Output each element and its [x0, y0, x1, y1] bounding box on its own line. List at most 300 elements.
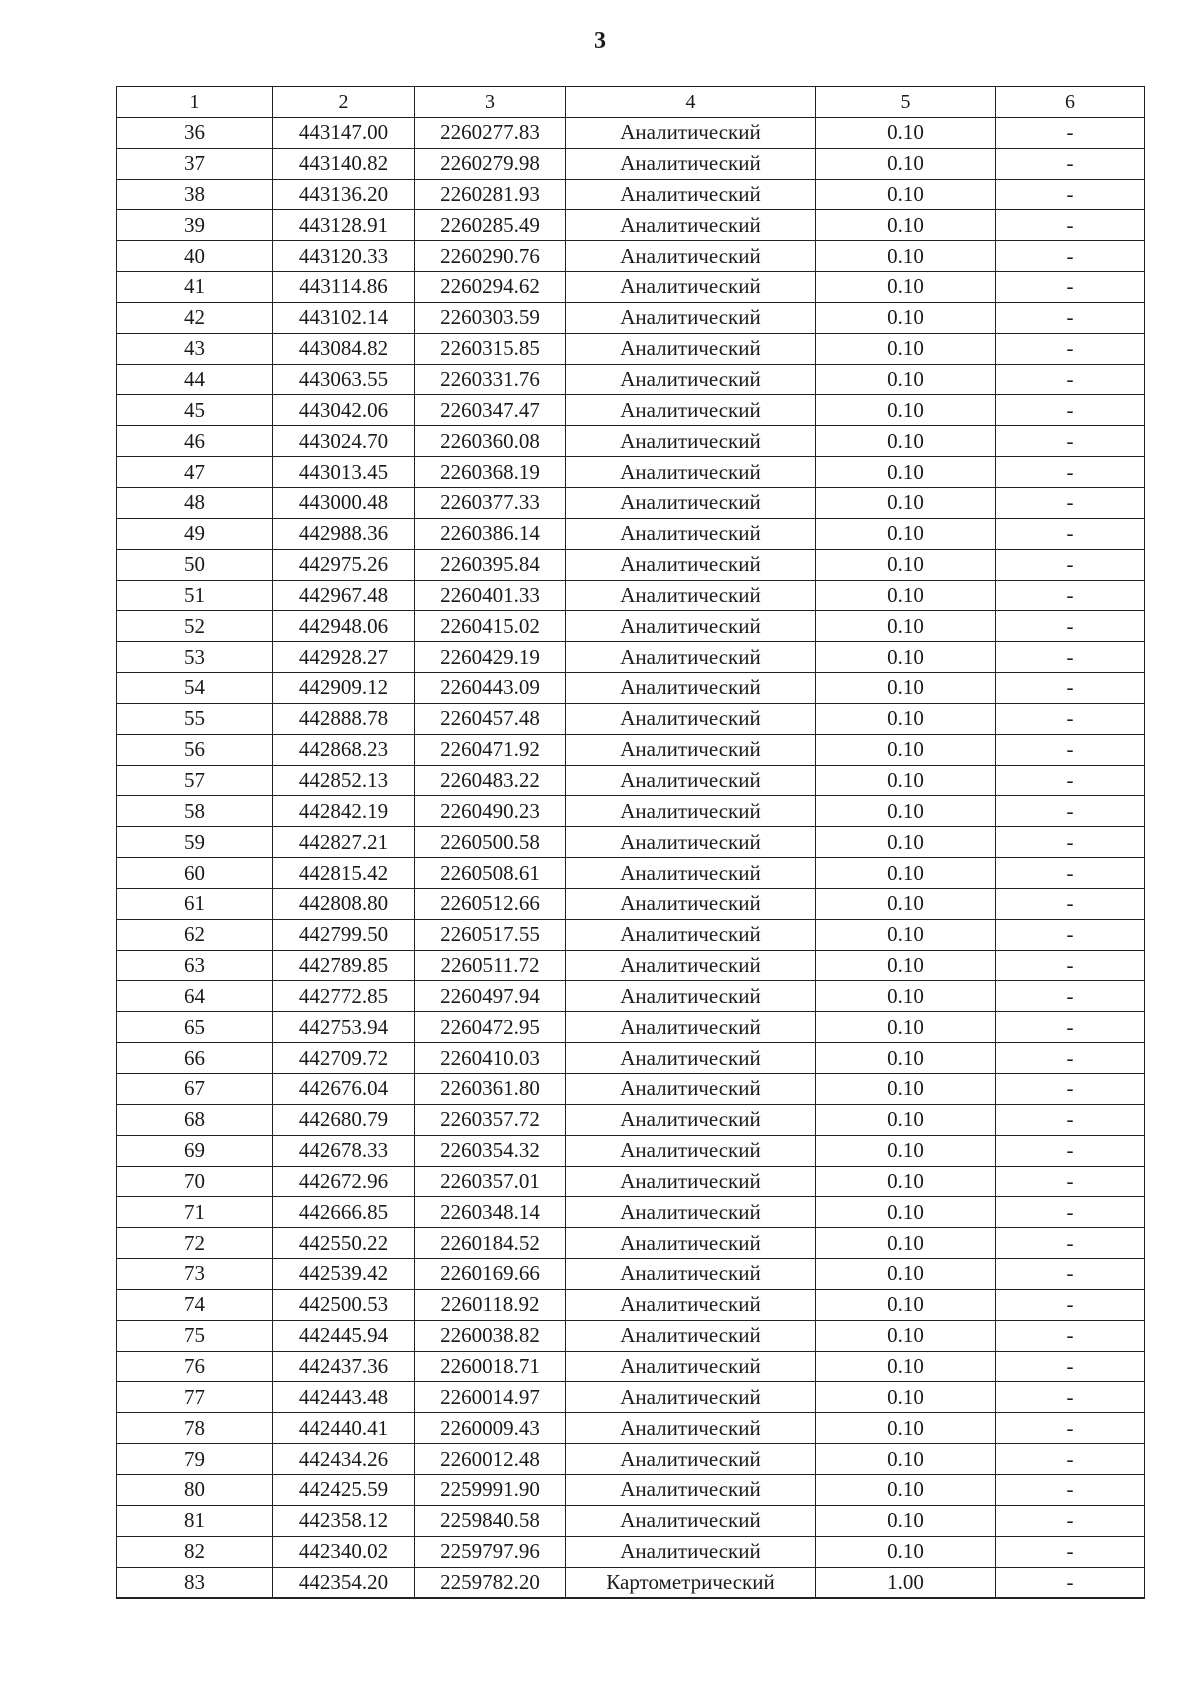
method-cell: Аналитический	[566, 796, 816, 827]
method-cell: Аналитический	[566, 1012, 816, 1043]
note-cell: -	[996, 364, 1145, 395]
point-number-cell: 48	[117, 487, 273, 518]
table-row	[117, 210, 1145, 241]
accuracy-cell: 0.10	[816, 426, 996, 457]
y-coordinate-cell: 2260012.48	[415, 1444, 566, 1475]
point-number-cell: 72	[117, 1228, 273, 1259]
y-coordinate-cell: 2260347.47	[415, 395, 566, 426]
note-cell: -	[996, 518, 1145, 549]
accuracy-cell: 0.10	[816, 1413, 996, 1444]
method-cell: Аналитический	[566, 1043, 816, 1074]
y-coordinate-cell: 2260290.76	[415, 241, 566, 272]
point-number-cell: 75	[117, 1320, 273, 1351]
table-row	[117, 796, 1145, 827]
table-row	[117, 919, 1145, 950]
y-coordinate-cell: 2259782.20	[415, 1567, 566, 1598]
point-number-cell: 54	[117, 673, 273, 704]
y-coordinate-cell: 2260517.55	[415, 919, 566, 950]
note-cell: -	[996, 487, 1145, 518]
y-coordinate-cell: 2260457.48	[415, 703, 566, 734]
y-coordinate-cell: 2260368.19	[415, 457, 566, 488]
accuracy-cell: 0.10	[816, 580, 996, 611]
x-coordinate-cell: 442988.36	[273, 518, 415, 549]
method-cell: Аналитический	[566, 1413, 816, 1444]
note-cell: -	[996, 1012, 1145, 1043]
table-row	[117, 1413, 1145, 1444]
accuracy-cell: 0.10	[816, 1382, 996, 1413]
x-coordinate-cell: 442676.04	[273, 1074, 415, 1105]
point-number-cell: 53	[117, 642, 273, 673]
method-cell: Аналитический	[566, 426, 816, 457]
y-coordinate-cell: 2260357.01	[415, 1166, 566, 1197]
table-row	[117, 580, 1145, 611]
method-cell: Аналитический	[566, 888, 816, 919]
table-row	[117, 1259, 1145, 1290]
accuracy-cell: 0.10	[816, 919, 996, 950]
note-cell: -	[996, 1228, 1145, 1259]
y-coordinate-cell: 2260184.52	[415, 1228, 566, 1259]
point-number-cell: 73	[117, 1259, 273, 1290]
x-coordinate-cell: 442445.94	[273, 1320, 415, 1351]
accuracy-cell: 0.10	[816, 148, 996, 179]
accuracy-cell: 0.10	[816, 1228, 996, 1259]
y-coordinate-cell: 2260483.22	[415, 765, 566, 796]
x-coordinate-cell: 442827.21	[273, 827, 415, 858]
table-row	[117, 827, 1145, 858]
x-coordinate-cell: 443000.48	[273, 487, 415, 518]
table-row	[117, 1043, 1145, 1074]
method-cell: Аналитический	[566, 1536, 816, 1567]
table-row	[117, 642, 1145, 673]
method-cell: Аналитический	[566, 1382, 816, 1413]
accuracy-cell: 0.10	[816, 1320, 996, 1351]
accuracy-cell: 0.10	[816, 333, 996, 364]
note-cell: -	[996, 179, 1145, 210]
method-cell: Аналитический	[566, 1444, 816, 1475]
accuracy-cell: 0.10	[816, 1536, 996, 1567]
note-cell: -	[996, 734, 1145, 765]
table-row	[117, 611, 1145, 642]
x-coordinate-cell: 442909.12	[273, 673, 415, 704]
note-cell: -	[996, 1289, 1145, 1320]
note-cell: -	[996, 642, 1145, 673]
x-coordinate-cell: 443136.20	[273, 179, 415, 210]
x-coordinate-cell: 442539.42	[273, 1259, 415, 1290]
table-row	[117, 302, 1145, 333]
accuracy-cell: 0.10	[816, 1474, 996, 1505]
method-cell: Аналитический	[566, 549, 816, 580]
x-coordinate-cell: 442772.85	[273, 981, 415, 1012]
accuracy-cell: 0.10	[816, 1444, 996, 1475]
method-cell: Аналитический	[566, 827, 816, 858]
y-coordinate-cell: 2260497.94	[415, 981, 566, 1012]
note-cell: -	[996, 1320, 1145, 1351]
accuracy-cell: 0.10	[816, 827, 996, 858]
x-coordinate-cell: 443024.70	[273, 426, 415, 457]
method-cell: Аналитический	[566, 241, 816, 272]
note-cell: -	[996, 1567, 1145, 1598]
accuracy-cell: 0.10	[816, 518, 996, 549]
y-coordinate-cell: 2260472.95	[415, 1012, 566, 1043]
note-cell: -	[996, 395, 1145, 426]
method-cell: Аналитический	[566, 148, 816, 179]
point-number-cell: 40	[117, 241, 273, 272]
point-number-cell: 56	[117, 734, 273, 765]
accuracy-cell: 0.10	[816, 1351, 996, 1382]
method-cell: Аналитический	[566, 1197, 816, 1228]
method-cell: Аналитический	[566, 1320, 816, 1351]
x-coordinate-cell: 442672.96	[273, 1166, 415, 1197]
method-cell: Аналитический	[566, 210, 816, 241]
x-coordinate-cell: 442789.85	[273, 950, 415, 981]
table-row	[117, 487, 1145, 518]
x-coordinate-cell: 442340.02	[273, 1536, 415, 1567]
note-cell: -	[996, 1505, 1145, 1536]
note-cell: -	[996, 1104, 1145, 1135]
accuracy-cell: 0.10	[816, 642, 996, 673]
y-coordinate-cell: 2260294.62	[415, 272, 566, 303]
table-row	[117, 1228, 1145, 1259]
x-coordinate-cell: 442440.41	[273, 1413, 415, 1444]
y-coordinate-cell: 2259797.96	[415, 1536, 566, 1567]
table-row	[117, 1104, 1145, 1135]
accuracy-cell: 0.10	[816, 703, 996, 734]
point-number-cell: 69	[117, 1135, 273, 1166]
accuracy-cell: 0.10	[816, 1104, 996, 1135]
page-number: 3	[594, 28, 606, 54]
x-coordinate-cell: 443140.82	[273, 148, 415, 179]
x-coordinate-cell: 442975.26	[273, 549, 415, 580]
y-coordinate-cell: 2260508.61	[415, 858, 566, 889]
note-cell: -	[996, 1474, 1145, 1505]
x-coordinate-cell: 442888.78	[273, 703, 415, 734]
table-row	[117, 395, 1145, 426]
coordinates-table	[116, 86, 1145, 1599]
x-coordinate-cell: 442928.27	[273, 642, 415, 673]
accuracy-cell: 0.10	[816, 950, 996, 981]
y-coordinate-cell: 2260303.59	[415, 302, 566, 333]
note-cell: -	[996, 426, 1145, 457]
point-number-cell: 41	[117, 272, 273, 303]
x-coordinate-cell: 443120.33	[273, 241, 415, 272]
method-cell: Аналитический	[566, 919, 816, 950]
note-cell: -	[996, 1135, 1145, 1166]
y-coordinate-cell: 2259991.90	[415, 1474, 566, 1505]
point-number-cell: 68	[117, 1104, 273, 1135]
accuracy-cell: 0.10	[816, 272, 996, 303]
y-coordinate-cell: 2260410.03	[415, 1043, 566, 1074]
table-row	[117, 457, 1145, 488]
point-number-cell: 79	[117, 1444, 273, 1475]
x-coordinate-cell: 442709.72	[273, 1043, 415, 1074]
note-cell: -	[996, 117, 1145, 148]
table-row	[117, 1012, 1145, 1043]
x-coordinate-cell: 442500.53	[273, 1289, 415, 1320]
note-cell: -	[996, 210, 1145, 241]
table-row	[117, 241, 1145, 272]
point-number-cell: 62	[117, 919, 273, 950]
table-row	[117, 148, 1145, 179]
method-cell: Аналитический	[566, 765, 816, 796]
column-header: 5	[816, 87, 996, 118]
y-coordinate-cell: 2260281.93	[415, 179, 566, 210]
y-coordinate-cell: 2260443.09	[415, 673, 566, 704]
method-cell: Аналитический	[566, 673, 816, 704]
point-number-cell: 65	[117, 1012, 273, 1043]
point-number-cell: 58	[117, 796, 273, 827]
point-number-cell: 47	[117, 457, 273, 488]
method-cell: Аналитический	[566, 981, 816, 1012]
point-number-cell: 52	[117, 611, 273, 642]
accuracy-cell: 0.10	[816, 796, 996, 827]
column-header: 1	[117, 87, 273, 118]
point-number-cell: 60	[117, 858, 273, 889]
table-row	[117, 1289, 1145, 1320]
method-cell: Аналитический	[566, 1474, 816, 1505]
note-cell: -	[996, 888, 1145, 919]
x-coordinate-cell: 442967.48	[273, 580, 415, 611]
y-coordinate-cell: 2260354.32	[415, 1135, 566, 1166]
accuracy-cell: 0.10	[816, 241, 996, 272]
table-row	[117, 1135, 1145, 1166]
note-cell: -	[996, 1382, 1145, 1413]
accuracy-cell: 0.10	[816, 457, 996, 488]
y-coordinate-cell: 2260315.85	[415, 333, 566, 364]
y-coordinate-cell: 2260511.72	[415, 950, 566, 981]
x-coordinate-cell: 442680.79	[273, 1104, 415, 1135]
point-number-cell: 38	[117, 179, 273, 210]
point-number-cell: 82	[117, 1536, 273, 1567]
table-row	[117, 1474, 1145, 1505]
y-coordinate-cell: 2260415.02	[415, 611, 566, 642]
accuracy-cell: 0.10	[816, 1197, 996, 1228]
x-coordinate-cell: 442808.80	[273, 888, 415, 919]
table-row	[117, 673, 1145, 704]
method-cell: Аналитический	[566, 1074, 816, 1105]
point-number-cell: 39	[117, 210, 273, 241]
y-coordinate-cell: 2260500.58	[415, 827, 566, 858]
point-number-cell: 70	[117, 1166, 273, 1197]
table-row	[117, 1567, 1145, 1598]
note-cell: -	[996, 611, 1145, 642]
accuracy-cell: 1.00	[816, 1567, 996, 1598]
note-cell: -	[996, 703, 1145, 734]
note-cell: -	[996, 302, 1145, 333]
accuracy-cell: 0.10	[816, 1135, 996, 1166]
table-row	[117, 950, 1145, 981]
note-cell: -	[996, 241, 1145, 272]
point-number-cell: 51	[117, 580, 273, 611]
y-coordinate-cell: 2260512.66	[415, 888, 566, 919]
table-row	[117, 1166, 1145, 1197]
method-cell: Аналитический	[566, 1505, 816, 1536]
y-coordinate-cell: 2260169.66	[415, 1259, 566, 1290]
note-cell: -	[996, 950, 1145, 981]
point-number-cell: 43	[117, 333, 273, 364]
note-cell: -	[996, 1166, 1145, 1197]
point-number-cell: 81	[117, 1505, 273, 1536]
accuracy-cell: 0.10	[816, 734, 996, 765]
table-row	[117, 549, 1145, 580]
point-number-cell: 50	[117, 549, 273, 580]
method-cell: Аналитический	[566, 272, 816, 303]
x-coordinate-cell: 443063.55	[273, 364, 415, 395]
y-coordinate-cell: 2260361.80	[415, 1074, 566, 1105]
y-coordinate-cell: 2260285.49	[415, 210, 566, 241]
x-coordinate-cell: 442354.20	[273, 1567, 415, 1598]
x-coordinate-cell: 443013.45	[273, 457, 415, 488]
y-coordinate-cell: 2260279.98	[415, 148, 566, 179]
y-coordinate-cell: 2260395.84	[415, 549, 566, 580]
note-cell: -	[996, 1351, 1145, 1382]
method-cell: Аналитический	[566, 950, 816, 981]
method-cell: Аналитический	[566, 1259, 816, 1290]
table-row	[117, 1197, 1145, 1228]
accuracy-cell: 0.10	[816, 611, 996, 642]
method-cell: Аналитический	[566, 1351, 816, 1382]
point-number-cell: 78	[117, 1413, 273, 1444]
method-cell: Аналитический	[566, 703, 816, 734]
accuracy-cell: 0.10	[816, 1074, 996, 1105]
y-coordinate-cell: 2260490.23	[415, 796, 566, 827]
accuracy-cell: 0.10	[816, 765, 996, 796]
method-cell: Аналитический	[566, 117, 816, 148]
table-row	[117, 1536, 1145, 1567]
note-cell: -	[996, 673, 1145, 704]
accuracy-cell: 0.10	[816, 549, 996, 580]
column-header: 3	[415, 87, 566, 118]
note-cell: -	[996, 333, 1145, 364]
y-coordinate-cell: 2260038.82	[415, 1320, 566, 1351]
point-number-cell: 83	[117, 1567, 273, 1598]
point-number-cell: 55	[117, 703, 273, 734]
table-row	[117, 179, 1145, 210]
note-cell: -	[996, 858, 1145, 889]
column-header: 4	[566, 87, 816, 118]
method-cell: Аналитический	[566, 1104, 816, 1135]
y-coordinate-cell: 2260277.83	[415, 117, 566, 148]
accuracy-cell: 0.10	[816, 364, 996, 395]
point-number-cell: 46	[117, 426, 273, 457]
table-row	[117, 1320, 1145, 1351]
table-row	[117, 1505, 1145, 1536]
note-cell: -	[996, 580, 1145, 611]
column-header: 2	[273, 87, 415, 118]
y-coordinate-cell: 2260360.08	[415, 426, 566, 457]
point-number-cell: 44	[117, 364, 273, 395]
y-coordinate-cell: 2260014.97	[415, 1382, 566, 1413]
y-coordinate-cell: 2260401.33	[415, 580, 566, 611]
point-number-cell: 74	[117, 1289, 273, 1320]
x-coordinate-cell: 443102.14	[273, 302, 415, 333]
y-coordinate-cell: 2260377.33	[415, 487, 566, 518]
point-number-cell: 42	[117, 302, 273, 333]
table-row	[117, 272, 1145, 303]
method-cell: Аналитический	[566, 580, 816, 611]
x-coordinate-cell: 442799.50	[273, 919, 415, 950]
x-coordinate-cell: 442948.06	[273, 611, 415, 642]
table-header-row	[117, 87, 1145, 118]
note-cell: -	[996, 1444, 1145, 1475]
accuracy-cell: 0.10	[816, 210, 996, 241]
accuracy-cell: 0.10	[816, 1259, 996, 1290]
point-number-cell: 63	[117, 950, 273, 981]
method-cell: Аналитический	[566, 179, 816, 210]
point-number-cell: 76	[117, 1351, 273, 1382]
x-coordinate-cell: 442868.23	[273, 734, 415, 765]
x-coordinate-cell: 442425.59	[273, 1474, 415, 1505]
point-number-cell: 61	[117, 888, 273, 919]
table-row	[117, 117, 1145, 148]
x-coordinate-cell: 442678.33	[273, 1135, 415, 1166]
x-coordinate-cell: 442753.94	[273, 1012, 415, 1043]
method-cell: Аналитический	[566, 457, 816, 488]
accuracy-cell: 0.10	[816, 673, 996, 704]
point-number-cell: 66	[117, 1043, 273, 1074]
y-coordinate-cell: 2260471.92	[415, 734, 566, 765]
x-coordinate-cell: 443128.91	[273, 210, 415, 241]
x-coordinate-cell: 442852.13	[273, 765, 415, 796]
accuracy-cell: 0.10	[816, 1289, 996, 1320]
y-coordinate-cell: 2260386.14	[415, 518, 566, 549]
table-row	[117, 734, 1145, 765]
method-cell: Аналитический	[566, 1289, 816, 1320]
note-cell: -	[996, 827, 1145, 858]
point-number-cell: 59	[117, 827, 273, 858]
note-cell: -	[996, 796, 1145, 827]
table-row	[117, 888, 1145, 919]
y-coordinate-cell: 2260348.14	[415, 1197, 566, 1228]
note-cell: -	[996, 272, 1145, 303]
note-cell: -	[996, 1536, 1145, 1567]
method-cell: Аналитический	[566, 611, 816, 642]
method-cell: Аналитический	[566, 333, 816, 364]
table-body	[117, 87, 1145, 1599]
point-number-cell: 67	[117, 1074, 273, 1105]
note-cell: -	[996, 765, 1145, 796]
x-coordinate-cell: 442815.42	[273, 858, 415, 889]
x-coordinate-cell: 442666.85	[273, 1197, 415, 1228]
method-cell: Аналитический	[566, 302, 816, 333]
note-cell: -	[996, 981, 1145, 1012]
accuracy-cell: 0.10	[816, 1012, 996, 1043]
note-cell: -	[996, 919, 1145, 950]
y-coordinate-cell: 2260118.92	[415, 1289, 566, 1320]
table-row	[117, 426, 1145, 457]
accuracy-cell: 0.10	[816, 487, 996, 518]
table-row	[117, 1382, 1145, 1413]
method-cell: Аналитический	[566, 1166, 816, 1197]
x-coordinate-cell: 443114.86	[273, 272, 415, 303]
method-cell: Аналитический	[566, 364, 816, 395]
method-cell: Картометрический	[566, 1567, 816, 1598]
point-number-cell: 37	[117, 148, 273, 179]
y-coordinate-cell: 2260009.43	[415, 1413, 566, 1444]
accuracy-cell: 0.10	[816, 395, 996, 426]
point-number-cell: 45	[117, 395, 273, 426]
table-row	[117, 765, 1145, 796]
method-cell: Аналитический	[566, 1228, 816, 1259]
point-number-cell: 71	[117, 1197, 273, 1228]
table-row	[117, 518, 1145, 549]
y-coordinate-cell: 2259840.58	[415, 1505, 566, 1536]
note-cell: -	[996, 148, 1145, 179]
note-cell: -	[996, 1043, 1145, 1074]
table-row	[117, 703, 1145, 734]
x-coordinate-cell: 443042.06	[273, 395, 415, 426]
accuracy-cell: 0.10	[816, 1043, 996, 1074]
y-coordinate-cell: 2260331.76	[415, 364, 566, 395]
